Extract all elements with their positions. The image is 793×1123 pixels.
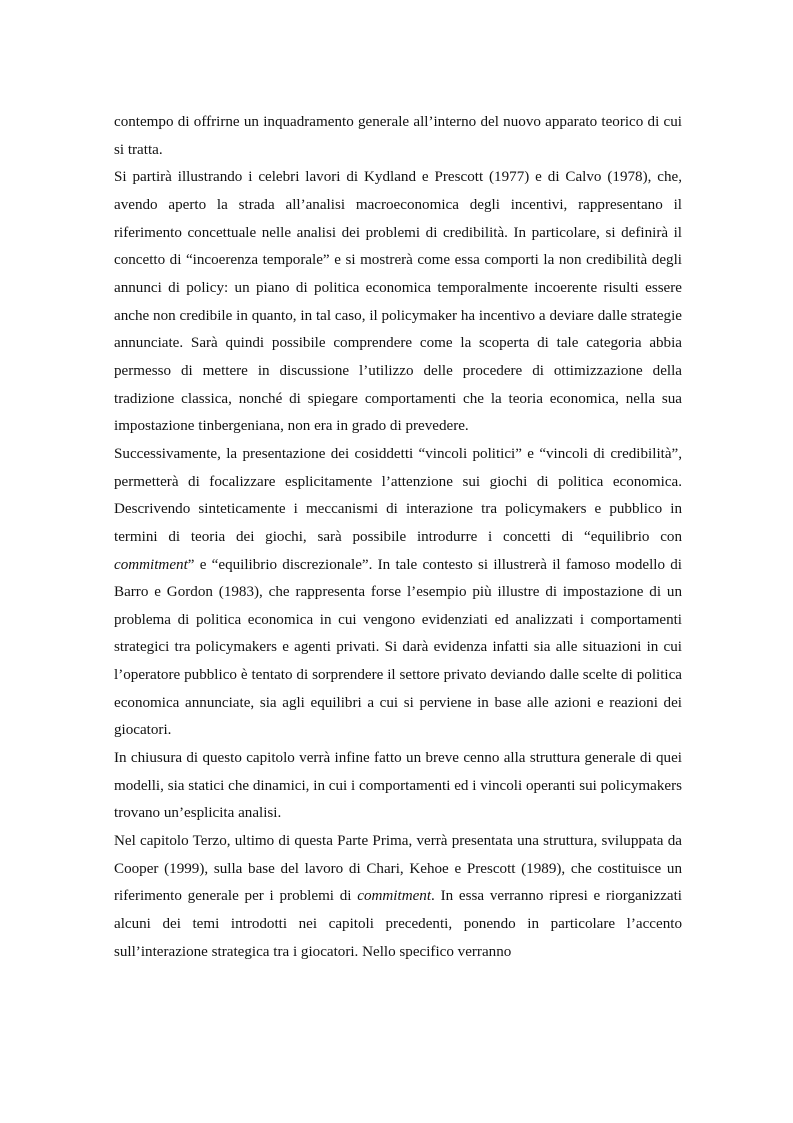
paragraph-3-text-a: Successivamente, la presentazione dei cosiddetti “vincoli politici” e “vincoli di credibilità”, permetterà di focalizzare esplicitamente l’attenzione sui giochi di politica economica. Descrivendo sinteticamente i meccanismi di interazione tra policymakers e pubblico in termini di teoria dei giochi, sarà possibile introdurre i concetti di “equilibrio con [114, 445, 682, 545]
paragraph-2 [114, 164, 682, 441]
paragraph-5-text-b: . In essa verranno ripresi e riorganizzati alcuni dei temi introdotti nei capitoli precedenti, ponendo in particolare l’accento sull’interazione strategica tra i giocatori. Nello specifico verranno [114, 888, 682, 960]
paragraph-5 [114, 828, 682, 966]
paragraph-3-text-b: ” e “equilibrio discrezionale”. In tale contesto si illustrerà il famoso modello di Barro e Gordon (1983), che rappresenta forse l’esempio più illustre di impostazione di un problema di politica economica in cui vengono evidenziati ed analizzati i comportamenti strategici tra policymakers e agenti privati. Si darà evidenza infatti sia alle situazioni in cui l’operatore pubblico è tentato di sorprendere il settore privato deviando dalle scelte di politica economica annunciate, sia agli equilibri a cui si perviene in base alle azioni e reazioni dei giocatori. [114, 556, 682, 739]
body-text [114, 109, 682, 966]
commitment-term: commitment [357, 888, 432, 905]
paragraph-1-text: contempo di offrirne un inquadramento generale all’interno del nuovo apparato teorico di cui si tratta. [114, 114, 682, 158]
paragraph-1 [114, 109, 682, 164]
paragraph-5-text-a: Nel capitolo Terzo, ultimo di questa Parte Prima, verrà presentata una struttura, sviluppata da Cooper (1999), sulla base del lavoro di Chari, Kehoe e Prescott (1989), che costituisce un riferimento generale per i problemi di [114, 833, 682, 905]
commitment-term: commitment [114, 556, 188, 573]
paragraph-4-text: In chiusura di questo capitolo verrà infine fatto un breve cenno alla struttura generale di quei modelli, sia statici che dinamici, in cui i comportamenti ed i vincoli operanti sui policymakers trovano un’esplicita analisi. [114, 750, 682, 822]
paragraph-3 [114, 441, 682, 745]
paragraph-2-text: Si partirà illustrando i celebri lavori di Kydland e Prescott (1977) e di Calvo (1978), che, avendo aperto la strada all’analisi macroeconomica degli incentivi, rappresentano il riferimento concettuale nelle analisi dei problemi di credibilità. In particolare, si definirà il concetto di “incoerenza temporale” e si mostrerà come essa comporti la non credibilità degli annunci di policy: un piano di politica economica temporalmente incoerente risulti essere anche non credibile in quanto, in tal caso, il policymaker ha incentivo a deviare dalle strategie annunciate. Sarà quindi possibile comprendere come la scoperta di tale categoria abbia permesso di mettere in discussione l’utilizzo delle procedere di ottimizzazione della tradizione classica, nonché di spiegare comportamenti che la teoria economica, nella sua impostazione tinbergeniana, non era in grado di prevedere. [114, 169, 682, 435]
paragraph-4 [114, 745, 682, 828]
